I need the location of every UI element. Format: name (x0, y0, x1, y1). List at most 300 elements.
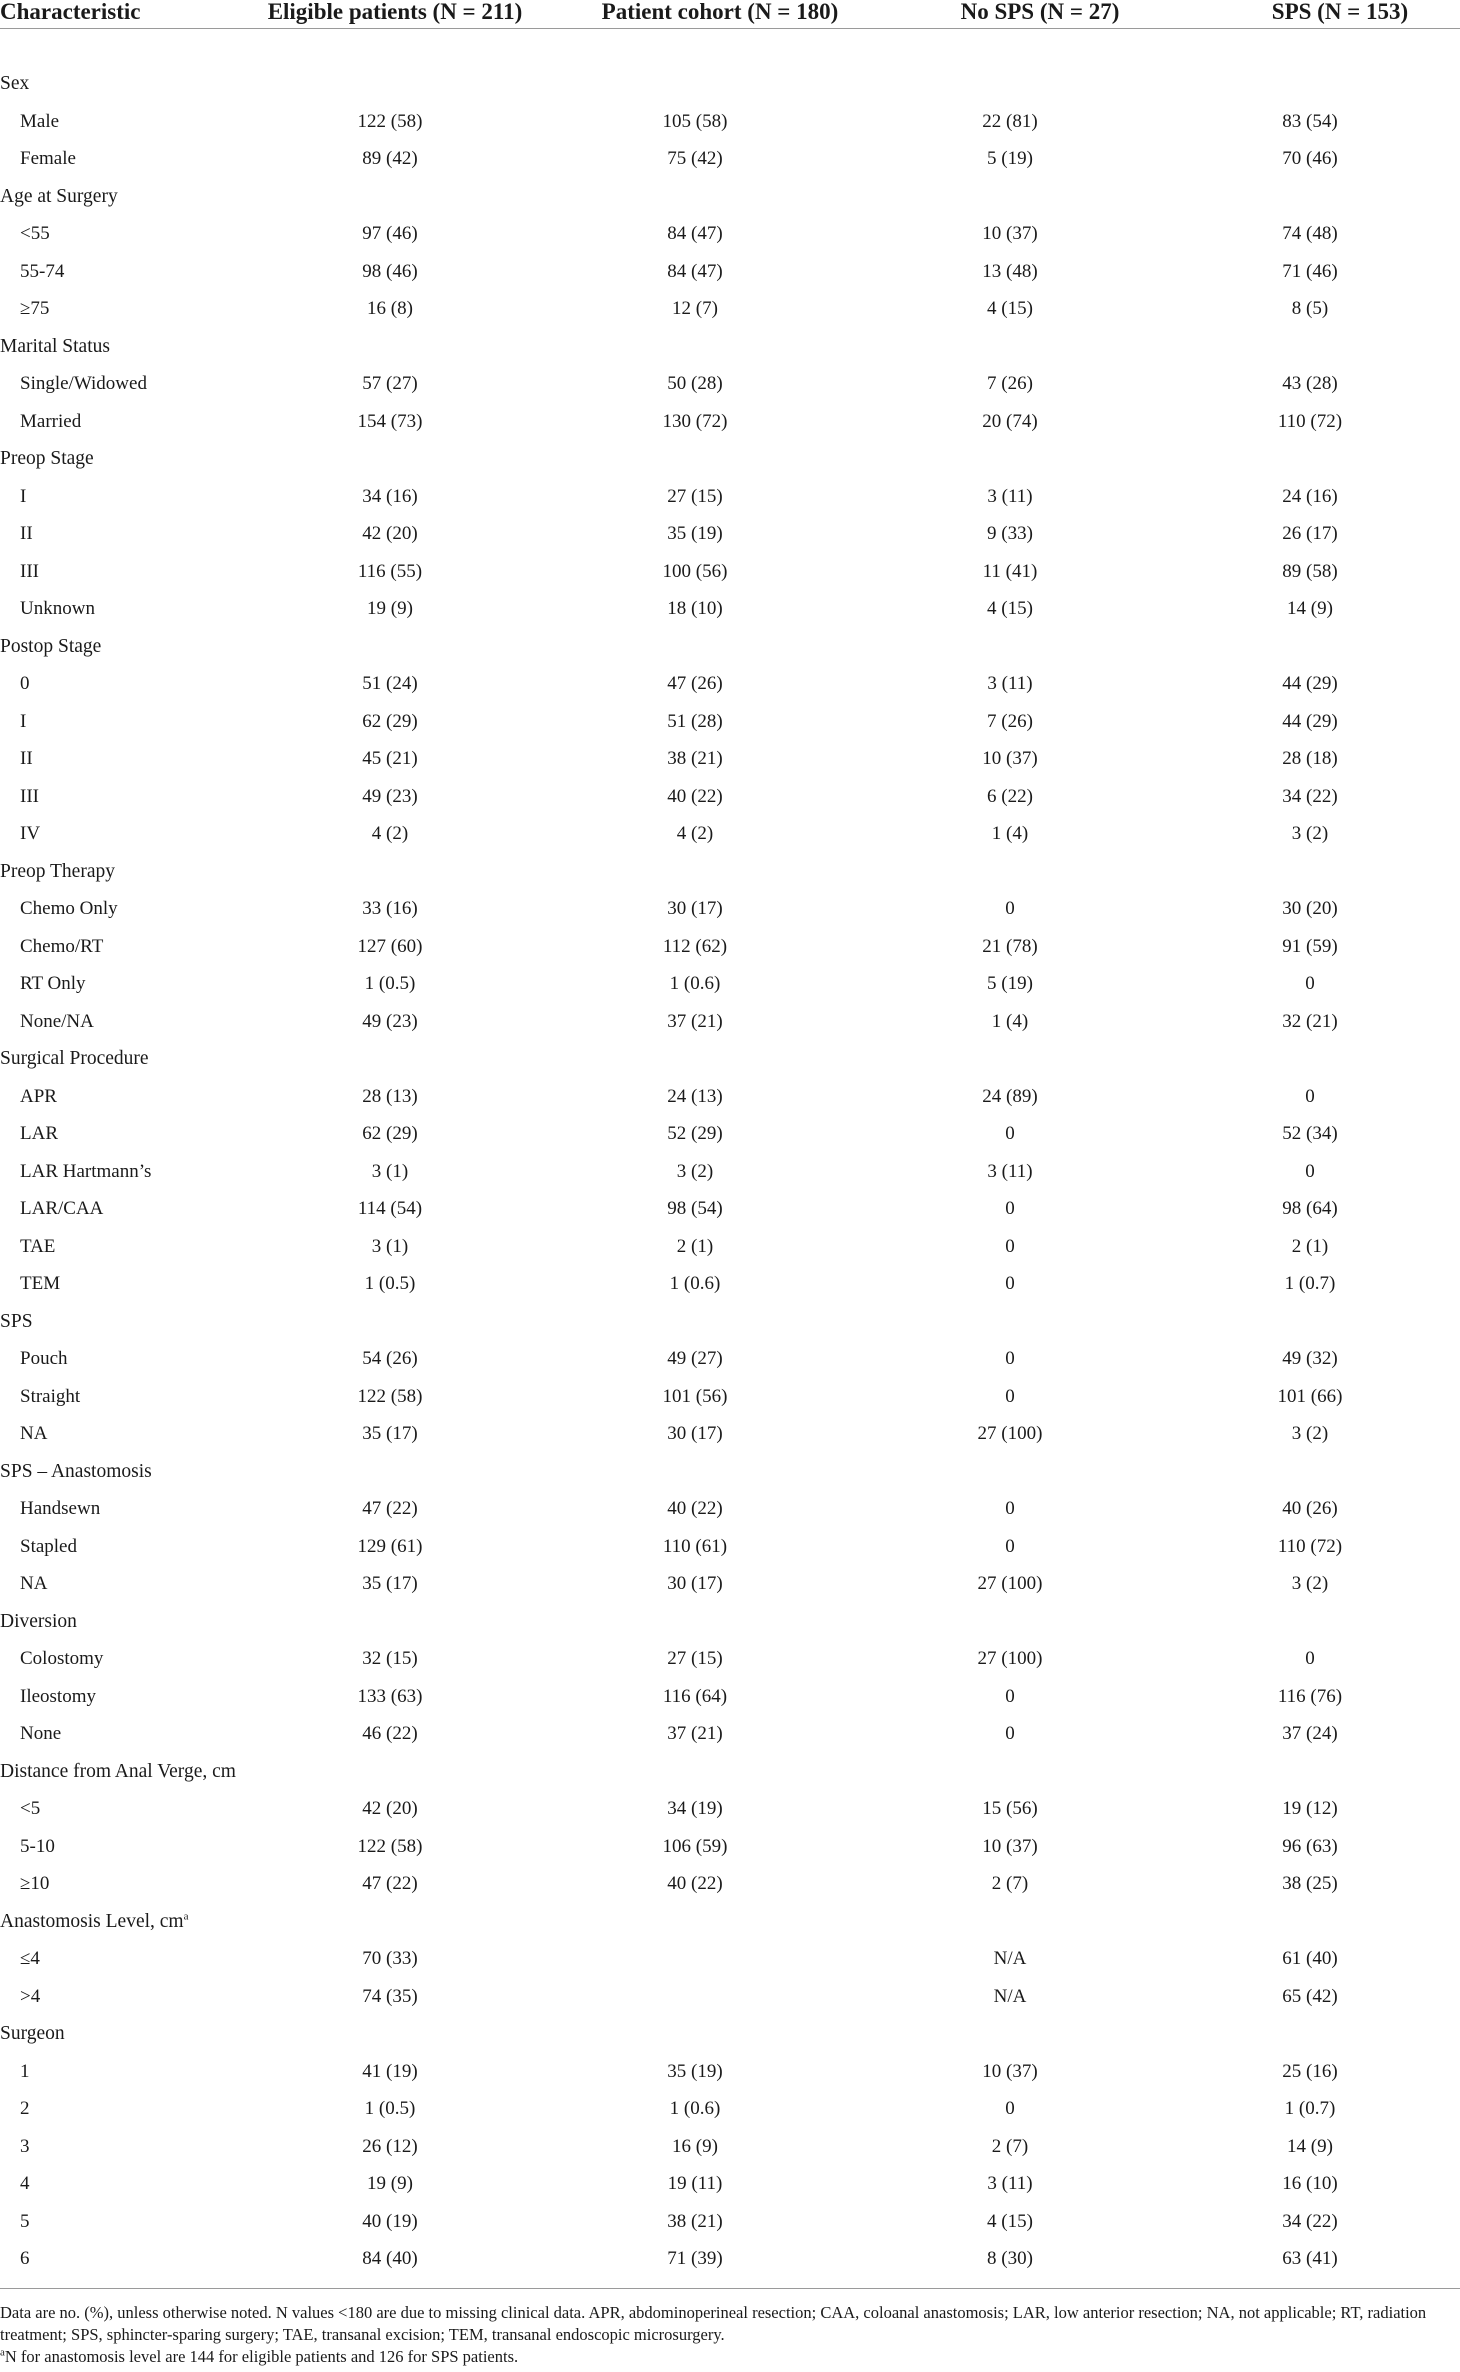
cell-col-1: 35 (17) (362, 1573, 418, 1595)
table-row (0, 553, 1460, 591)
cell-col-3: 3 (11) (987, 673, 1033, 695)
row-label (0, 2241, 250, 2279)
table-row (0, 291, 1460, 329)
cell-col-2: 38 (21) (667, 2210, 723, 2232)
cell-col-3: 4 (15) (987, 2210, 1033, 2232)
cell-col-4: 61 (40) (1282, 1948, 1338, 1970)
group-row (0, 66, 1460, 104)
row-label (0, 1716, 250, 1754)
cell-col-1: 32 (15) (362, 1648, 418, 1670)
cell-col-2: 1 (0.6) (669, 1273, 721, 1295)
row-label-text: Preop Therapy (0, 860, 115, 882)
cell-col-1: 122 (58) (357, 110, 423, 132)
cell-col-3: 5 (19) (987, 973, 1033, 995)
row-label (0, 1678, 250, 1716)
cell-col-3: 9 (33) (987, 523, 1033, 545)
cell-col-4: 110 (72) (1277, 1535, 1343, 1557)
table-row (0, 2203, 1460, 2241)
cell-col-3: 0 (1005, 2098, 1015, 2120)
cell-col-3: 0 (1005, 1385, 1015, 1407)
cell-col-1: 74 (35) (362, 1985, 418, 2007)
row-label (0, 1791, 250, 1829)
cell-col-4 (1160, 178, 1460, 216)
cell-col-1: 3 (1) (371, 1235, 409, 1257)
cell-col-1: 19 (9) (367, 2173, 413, 2195)
cell-col-3: 0 (1005, 1123, 1015, 1145)
cell-col-3: 7 (26) (987, 710, 1033, 732)
table-row (0, 1416, 1460, 1454)
cell-col-2: 40 (22) (667, 1498, 723, 1520)
table-row (0, 778, 1460, 816)
cell-col-3: 0 (1005, 1198, 1015, 1220)
group-label (0, 1753, 250, 1791)
group-row (0, 1453, 1460, 1491)
group-label (0, 628, 250, 666)
cell-col-2: 3 (2) (676, 1160, 714, 1182)
bottom-rule (0, 2288, 1460, 2289)
cell-col-1: 54 (26) (362, 1348, 418, 1370)
row-label (0, 403, 250, 441)
row-label (0, 1341, 250, 1379)
header-spacer (0, 28, 1460, 66)
cell-col-2: 37 (21) (667, 1723, 723, 1745)
cell-col-2 (530, 1603, 860, 1641)
cell-col-3 (860, 1903, 1160, 1941)
cell-col-2: 35 (19) (667, 523, 723, 545)
group-label (0, 1903, 250, 1941)
cell-col-2: 47 (26) (667, 673, 723, 695)
cell-col-2: 112 (62) (662, 935, 728, 957)
cell-col-2: 71 (39) (667, 2248, 723, 2270)
cell-col-1: 89 (42) (362, 148, 418, 170)
cell-col-4: 116 (76) (1277, 1685, 1343, 1707)
row-label (0, 703, 250, 741)
group-label (0, 328, 250, 366)
row-label-text: SPS (0, 1310, 33, 1332)
table-row (0, 1866, 1460, 1904)
cell-col-2: 16 (9) (672, 2135, 718, 2157)
cell-col-4: 101 (66) (1277, 1385, 1343, 1407)
row-label-text: LAR Hartmann’s (20, 1160, 152, 1182)
table-row (0, 366, 1460, 404)
row-label-text: Stapled (20, 1535, 77, 1557)
cell-col-3 (860, 1603, 1160, 1641)
row-label-text: III (20, 785, 39, 807)
row-label-text: Distance from Anal Verge, cm (0, 1760, 236, 1782)
cell-col-2: 1 (0.6) (669, 973, 721, 995)
table-row (0, 253, 1460, 291)
row-label-text: Handsewn (20, 1498, 101, 1520)
cell-col-4: 110 (72) (1277, 410, 1343, 432)
cell-col-4: 1 (0.7) (1284, 2098, 1336, 2120)
cell-col-3 (860, 1303, 1160, 1341)
row-label-text: Single/Widowed (20, 373, 147, 395)
cell-col-1: 51 (24) (362, 673, 418, 695)
table-row (0, 1491, 1460, 1529)
cell-col-1 (250, 441, 530, 479)
cell-col-3 (860, 2016, 1160, 2054)
cell-col-1: 122 (58) (357, 1385, 423, 1407)
cell-col-1: 1 (0.5) (364, 973, 416, 995)
cell-col-3: 27 (100) (977, 1573, 1043, 1595)
group-label (0, 1303, 250, 1341)
row-label (0, 966, 250, 1004)
cell-col-4: 44 (29) (1282, 673, 1338, 695)
cell-col-1: 34 (16) (362, 485, 418, 507)
table-row (0, 1266, 1460, 1304)
row-label-text: 4 (20, 2173, 30, 2195)
cell-col-1: 47 (22) (362, 1498, 418, 1520)
row-label-text: I (20, 485, 27, 507)
row-label (0, 741, 250, 779)
row-label-text: Female (20, 148, 76, 170)
group-label (0, 1453, 250, 1491)
cell-col-4: 32 (21) (1282, 1010, 1338, 1032)
group-row (0, 2016, 1460, 2054)
row-label (0, 253, 250, 291)
row-label (0, 1378, 250, 1416)
cell-col-4: 1 (0.7) (1284, 1273, 1336, 1295)
table-row (0, 1678, 1460, 1716)
cell-col-4 (1160, 1453, 1460, 1491)
cell-col-2: 75 (42) (667, 148, 723, 170)
row-label (0, 1228, 250, 1266)
row-label-text: TEM (20, 1273, 61, 1295)
cell-col-4: 49 (32) (1282, 1348, 1338, 1370)
cell-col-1 (250, 1753, 530, 1791)
row-label (0, 1153, 250, 1191)
cell-col-2 (530, 853, 860, 891)
cell-col-3 (860, 66, 1160, 104)
cell-col-1: 1 (0.5) (364, 2098, 416, 2120)
table-row (0, 1566, 1460, 1604)
cell-col-3: 0 (1005, 1235, 1015, 1257)
cell-col-1: 84 (40) (362, 2248, 418, 2270)
row-label-text: Straight (20, 1385, 81, 1407)
table-row (0, 928, 1460, 966)
cell-col-2 (530, 1903, 860, 1941)
table-row (0, 1153, 1460, 1191)
row-label (0, 2091, 250, 2129)
group-row (0, 441, 1460, 479)
row-label (0, 1266, 250, 1304)
cell-col-2 (530, 1041, 860, 1079)
table-row (0, 591, 1460, 629)
cell-col-4: 74 (48) (1282, 223, 1338, 245)
cell-col-3: 1 (4) (991, 823, 1029, 845)
row-label-text: 2 (20, 2098, 30, 2120)
cell-col-3: 4 (15) (987, 298, 1033, 320)
cell-col-3: 2 (7) (991, 1873, 1029, 1895)
group-row (0, 1903, 1460, 1941)
cell-col-1: 42 (20) (362, 1798, 418, 1820)
cell-col-1 (250, 1453, 530, 1491)
row-label (0, 216, 250, 254)
cell-col-3: 21 (78) (982, 935, 1038, 957)
row-label-text: Chemo Only (20, 898, 118, 920)
group-row (0, 178, 1460, 216)
row-label-text: 3 (20, 2135, 30, 2157)
cell-col-3: 10 (37) (982, 223, 1038, 245)
row-label-text: Diversion (0, 1610, 77, 1632)
cell-col-4: 34 (22) (1282, 785, 1338, 807)
cell-col-4: 24 (16) (1282, 485, 1338, 507)
cell-col-1: 47 (22) (362, 1873, 418, 1895)
cell-col-3: 10 (37) (982, 1835, 1038, 1857)
cell-col-3: 20 (74) (982, 410, 1038, 432)
row-label-text: Married (20, 410, 82, 432)
table-row (0, 1791, 1460, 1829)
cell-col-3: 11 (41) (982, 560, 1038, 582)
row-label-text: 55-74 (20, 260, 65, 282)
row-label (0, 666, 250, 704)
footnote-marker: a (0, 2346, 5, 2359)
row-label (0, 553, 250, 591)
row-label-text: LAR (20, 1123, 58, 1145)
table-row (0, 516, 1460, 554)
cell-col-3: 0 (1005, 1348, 1015, 1370)
cell-col-1: 49 (23) (362, 785, 418, 807)
cell-col-4: 19 (12) (1282, 1798, 1338, 1820)
group-label (0, 1041, 250, 1079)
cell-col-2: 100 (56) (662, 560, 728, 582)
cell-col-4 (1160, 2016, 1460, 2054)
row-label-text: 6 (20, 2248, 30, 2270)
group-label (0, 66, 250, 104)
table-row (0, 891, 1460, 929)
group-label (0, 441, 250, 479)
cell-col-4: 16 (10) (1282, 2173, 1338, 2195)
table-row (0, 403, 1460, 441)
cell-col-4: 83 (54) (1282, 110, 1338, 132)
cell-col-3 (860, 328, 1160, 366)
header-sps: SPS (N = 153) (1160, 0, 1460, 28)
row-label (0, 2128, 250, 2166)
table-row (0, 1528, 1460, 1566)
cell-col-2: 101 (56) (662, 1385, 728, 1407)
cell-col-4: 0 (1305, 1085, 1315, 1107)
cell-col-2: 49 (27) (667, 1348, 723, 1370)
cell-col-4: 3 (2) (1291, 1423, 1329, 1445)
cell-col-2: 34 (19) (667, 1798, 723, 1820)
cell-col-1: 98 (46) (362, 260, 418, 282)
cell-col-1: 154 (73) (357, 410, 423, 432)
cell-col-2 (530, 1753, 860, 1791)
cell-col-1: 122 (58) (357, 1835, 423, 1857)
cell-col-4 (1160, 1603, 1460, 1641)
header-eligible-patients: Eligible patients (N = 211) (250, 0, 530, 28)
cell-col-2: 27 (15) (667, 485, 723, 507)
cell-col-3: 6 (22) (987, 785, 1033, 807)
cell-col-4 (1160, 441, 1460, 479)
cell-col-2: 19 (11) (667, 2173, 723, 2195)
cell-col-2: 98 (54) (667, 1198, 723, 1220)
cell-col-1: 62 (29) (362, 710, 418, 732)
table-row (0, 141, 1460, 179)
table-row (0, 816, 1460, 854)
group-row (0, 1753, 1460, 1791)
cell-col-2 (530, 1303, 860, 1341)
table-row (0, 2091, 1460, 2129)
cell-col-3: 0 (1005, 1685, 1015, 1707)
cell-col-4: 98 (64) (1282, 1198, 1338, 1220)
cell-col-3: 10 (37) (982, 748, 1038, 770)
row-label-text: ≤4 (20, 1948, 40, 1970)
cell-col-1 (250, 328, 530, 366)
cell-col-2: 105 (58) (662, 110, 728, 132)
table-row (0, 216, 1460, 254)
table-row (0, 2241, 1460, 2279)
group-row (0, 1041, 1460, 1079)
cell-col-2: 35 (19) (667, 2060, 723, 2082)
cell-col-3: 0 (1005, 1498, 1015, 1520)
group-label (0, 178, 250, 216)
row-label (0, 1828, 250, 1866)
row-label-text: II (20, 748, 33, 770)
table-row (0, 1003, 1460, 1041)
cell-col-4: 8 (5) (1291, 298, 1329, 320)
cell-col-2: 27 (15) (667, 1648, 723, 1670)
cell-col-4: 25 (16) (1282, 2060, 1338, 2082)
row-label (0, 366, 250, 404)
row-label (0, 516, 250, 554)
cell-col-4: 44 (29) (1282, 710, 1338, 732)
cell-col-3 (860, 1753, 1160, 1791)
cell-col-4: 30 (20) (1282, 898, 1338, 920)
cell-col-2: 116 (64) (662, 1685, 728, 1707)
cell-col-2: 2 (1) (676, 1235, 714, 1257)
cell-col-3: 3 (11) (987, 2173, 1033, 2195)
cell-col-4: 71 (46) (1282, 260, 1338, 282)
cell-col-3 (860, 853, 1160, 891)
table-body (0, 28, 1460, 2278)
cell-col-1: 116 (55) (357, 560, 423, 582)
cell-col-1: 57 (27) (362, 373, 418, 395)
cell-col-2 (530, 1978, 860, 2016)
cell-col-3: 4 (15) (987, 598, 1033, 620)
row-label-text: Anastomosis Level, cm (0, 1910, 184, 1932)
row-label (0, 1941, 250, 1979)
cell-col-4 (1160, 628, 1460, 666)
table-row (0, 966, 1460, 1004)
table-row (0, 2166, 1460, 2204)
cell-col-1: 97 (46) (362, 223, 418, 245)
cell-col-4: 65 (42) (1282, 1985, 1338, 2007)
footnote-general: Data are no. (%), unless otherwise noted. N values <180 are due to missing clinical data. APR, abdominoperineal resection; CAA, coloanal anastomosis; LAR, low anterior resection; NA, not applicable; RT, radiation treatment; SPS, sphincter-sparing surgery; TAE, transanal excision; TEM, transanal endoscopic microsurgery. (0, 2303, 1427, 2344)
cell-col-3: 24 (89) (982, 1085, 1038, 1107)
header-characteristic: Characteristic (0, 0, 250, 28)
cell-col-1 (250, 1903, 530, 1941)
row-label-text: NA (20, 1423, 48, 1445)
row-label (0, 1191, 250, 1229)
cell-col-4: 2 (1) (1291, 1235, 1329, 1257)
row-label (0, 1641, 250, 1679)
cell-col-3: 0 (1005, 898, 1015, 920)
cell-col-1 (250, 853, 530, 891)
cell-col-4: 63 (41) (1282, 2248, 1338, 2270)
cell-col-1 (250, 1303, 530, 1341)
cell-col-1 (250, 2016, 530, 2054)
row-label-text: NA (20, 1573, 48, 1595)
cell-col-2 (530, 2016, 860, 2054)
cell-col-4: 70 (46) (1282, 148, 1338, 170)
cell-col-4: 0 (1305, 1648, 1315, 1670)
cell-col-1: 3 (1) (371, 1160, 409, 1182)
cell-col-3: 8 (30) (987, 2248, 1033, 2270)
footnote-a-text: N for anastomosis level are 144 for eligible patients and 126 for SPS patients. (4, 2347, 519, 2366)
group-row (0, 853, 1460, 891)
cell-col-2 (530, 1453, 860, 1491)
table-row (0, 666, 1460, 704)
table-row (0, 1191, 1460, 1229)
cell-col-2: 30 (17) (667, 1573, 723, 1595)
cell-col-1: 16 (8) (367, 298, 413, 320)
cell-col-3: N/A (993, 1985, 1027, 2007)
row-label (0, 103, 250, 141)
row-label (0, 478, 250, 516)
cell-col-4: 38 (25) (1282, 1873, 1338, 1895)
table-row (0, 478, 1460, 516)
cell-col-2 (530, 178, 860, 216)
cell-col-1: 4 (2) (371, 823, 409, 845)
cell-col-1: 45 (21) (362, 748, 418, 770)
cell-col-4: 3 (2) (1291, 823, 1329, 845)
table-row (0, 1941, 1460, 1979)
row-label (0, 1491, 250, 1529)
table-row (0, 1078, 1460, 1116)
cell-col-4 (1160, 1753, 1460, 1791)
group-row (0, 628, 1460, 666)
cell-col-1: 40 (19) (362, 2210, 418, 2232)
row-label-text: Pouch (20, 1348, 68, 1370)
row-label (0, 1978, 250, 2016)
table-row (0, 2053, 1460, 2091)
row-label-text: ≥10 (20, 1873, 50, 1895)
table-row (0, 1716, 1460, 1754)
cell-col-1: 1 (0.5) (364, 1273, 416, 1295)
cell-col-1 (250, 1603, 530, 1641)
cell-col-1 (250, 178, 530, 216)
cell-col-4: 52 (34) (1282, 1123, 1338, 1145)
cell-col-3: 27 (100) (977, 1648, 1043, 1670)
cell-col-2 (530, 66, 860, 104)
row-label (0, 1078, 250, 1116)
cell-col-1: 19 (9) (367, 598, 413, 620)
cell-col-3 (860, 441, 1160, 479)
cell-col-1: 35 (17) (362, 1423, 418, 1445)
cell-col-2: 38 (21) (667, 748, 723, 770)
table-row (0, 1378, 1460, 1416)
cell-col-1: 49 (23) (362, 1010, 418, 1032)
cell-col-3: 22 (81) (982, 110, 1038, 132)
row-label-text: Preop Stage (0, 448, 94, 470)
row-label (0, 1528, 250, 1566)
row-label (0, 928, 250, 966)
cell-col-3: 0 (1005, 1535, 1015, 1557)
cell-col-1: 114 (54) (357, 1198, 423, 1220)
cell-col-2: 106 (59) (662, 1835, 728, 1857)
cell-col-3: 27 (100) (977, 1423, 1043, 1445)
cell-col-4: 96 (63) (1282, 1835, 1338, 1857)
cell-col-4 (1160, 1041, 1460, 1079)
row-label (0, 1116, 250, 1154)
cell-col-3 (860, 1041, 1160, 1079)
group-label (0, 1603, 250, 1641)
cell-col-4: 3 (2) (1291, 1573, 1329, 1595)
row-label (0, 2203, 250, 2241)
group-label (0, 2016, 250, 2054)
cell-col-1: 127 (60) (357, 935, 423, 957)
